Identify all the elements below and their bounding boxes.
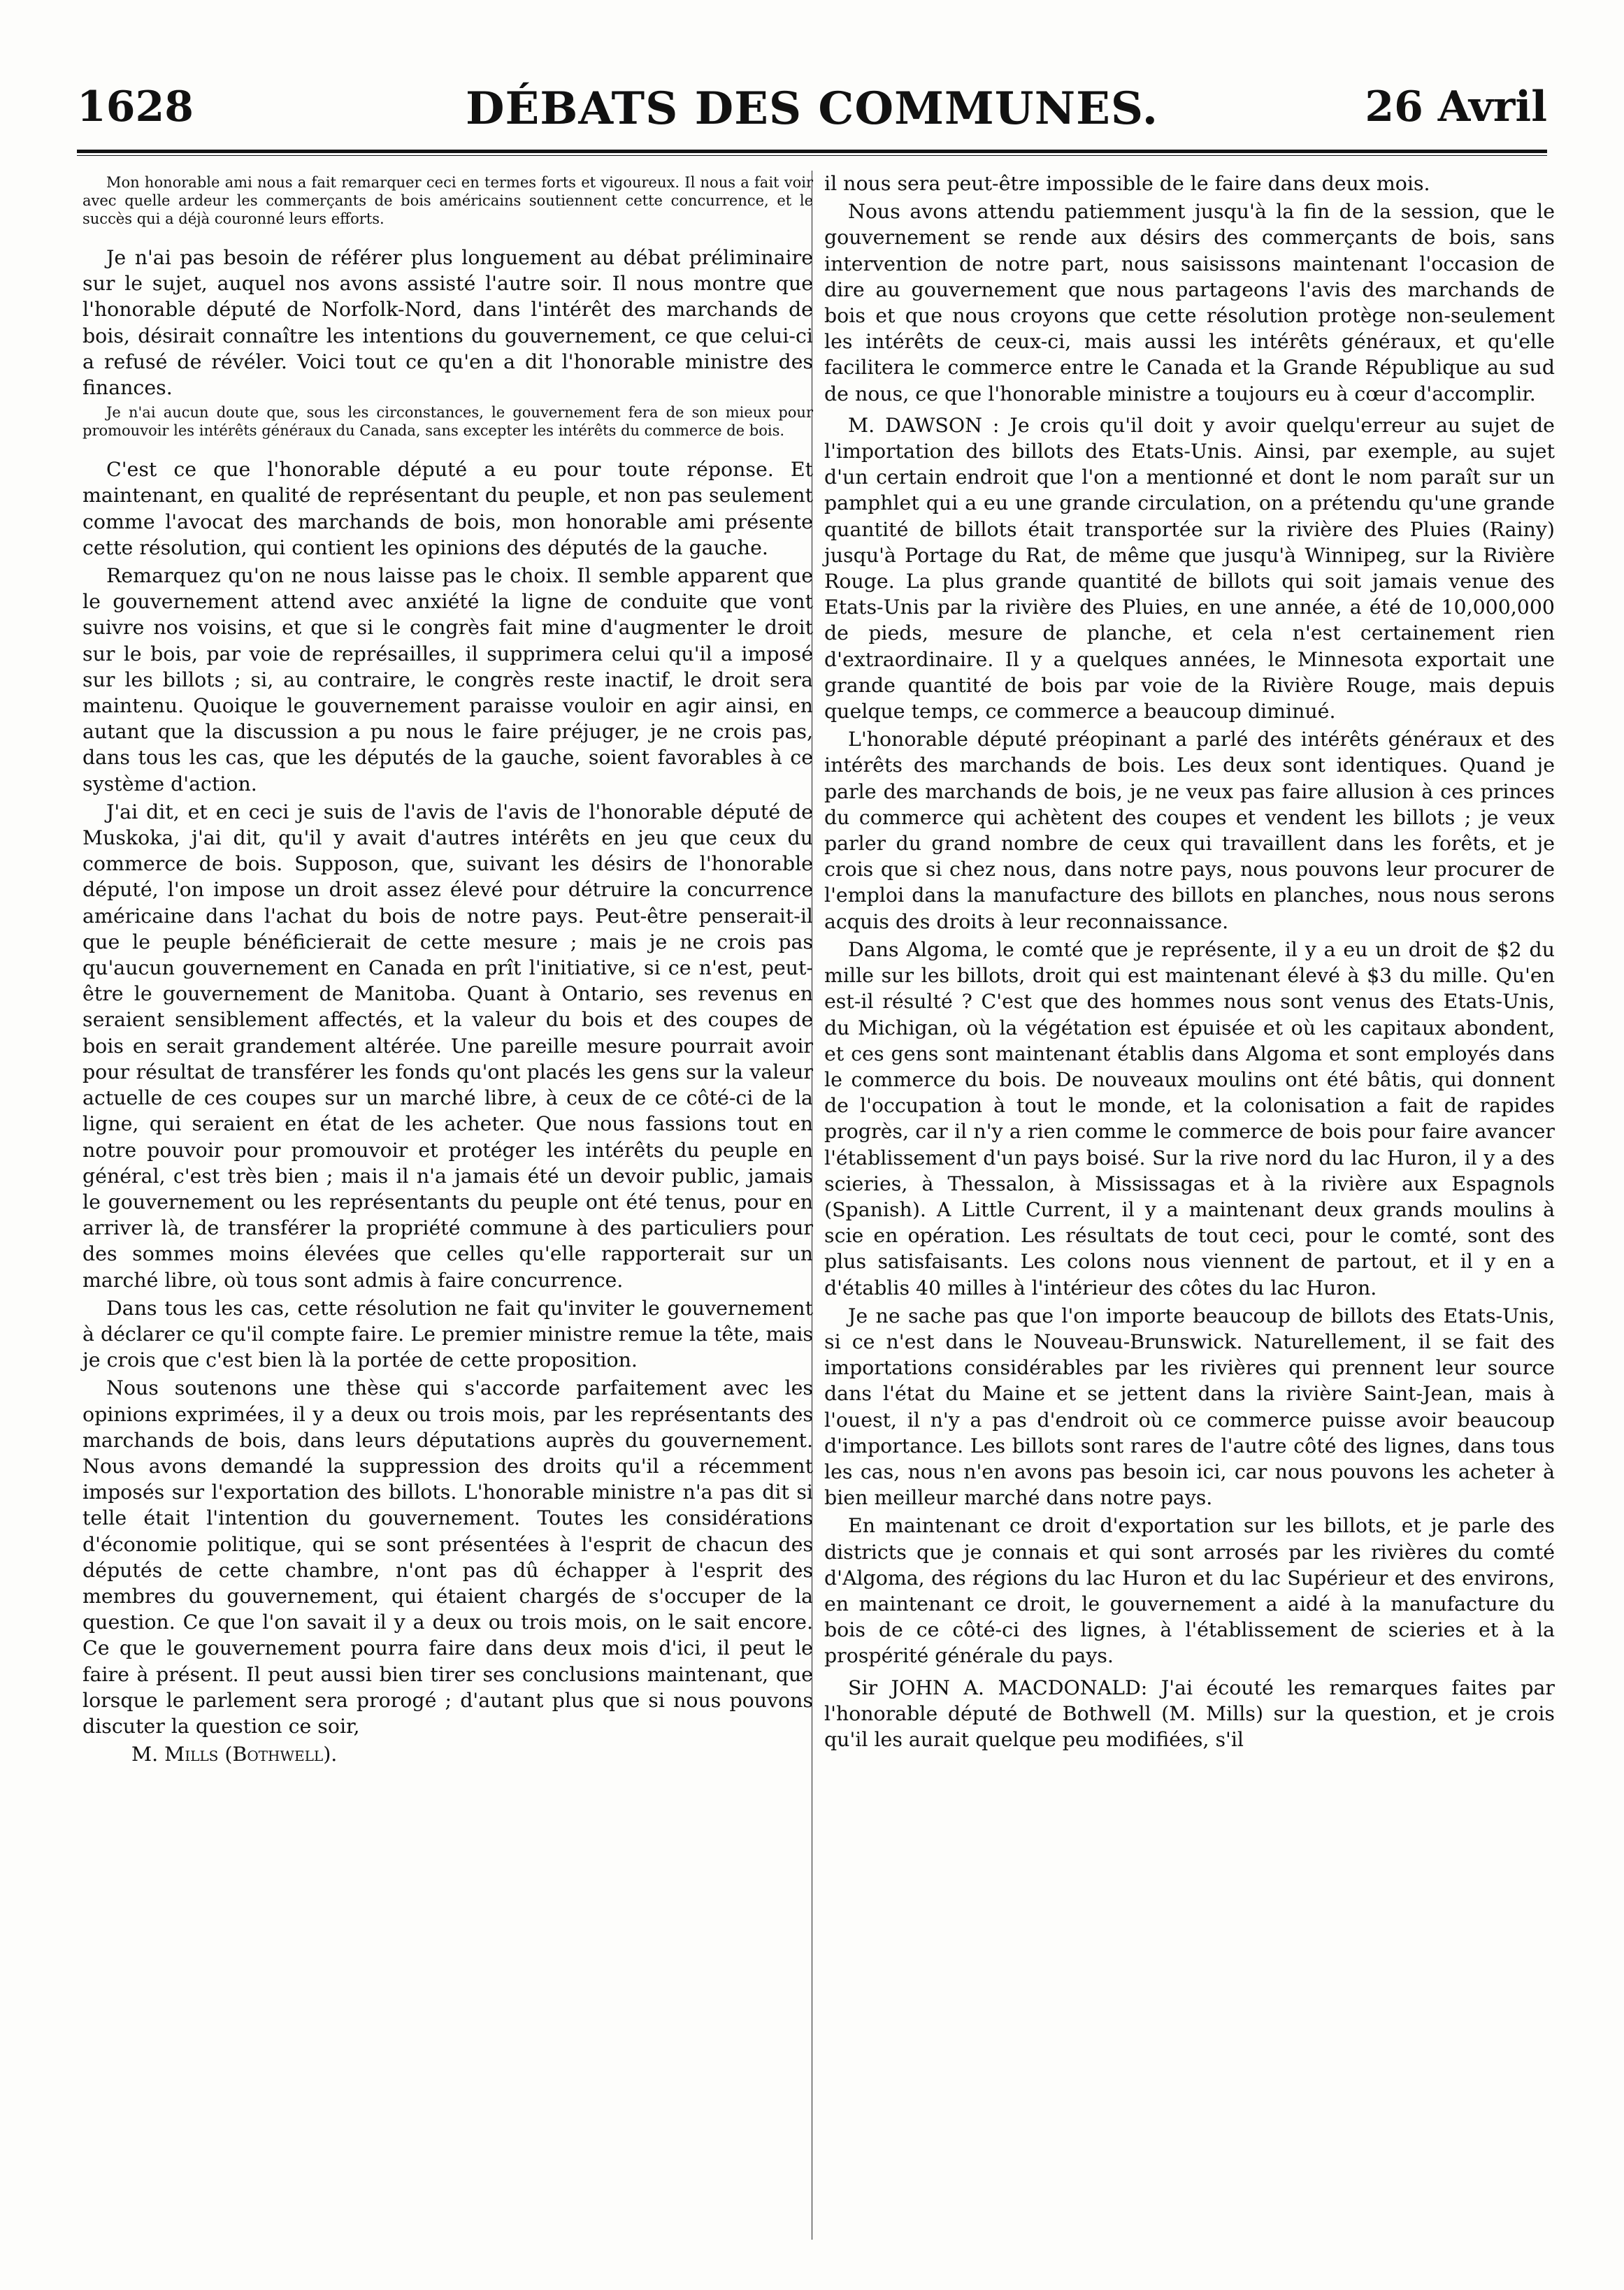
speaker-name: M. DAWSON : bbox=[848, 413, 1000, 437]
body-paragraph: Remarquez qu'on ne nous laisse pas le choix. Il semble apparent que le gouvernement attend avec anxiété la ligne de conduite que vont suivre nos voisins, et que si le congrès fait mine d'augmenter le droit sur le bois, par voie de représailles, il supprimera celui qu'il a imposé sur les billots ; si, au contraire, le congrès reste inactif, le droit sera maintenu. Quoique le gouvernement paraisse vouloir en agir ainsi, en autant que la discussion a pu nous le faire préjuger, je ne crois pas, dans tous les cas, que les députés de la gauche, soient favorables à ce système d'action. bbox=[82, 564, 813, 795]
page-title: DÉBATS DES COMMUNES. bbox=[465, 82, 1159, 135]
quote-paragraph: Mon honorable ami nous a fait remarquer ceci en termes forts et vigoureux. Il nous a fait voir avec quelle ardeur les commerçants de bois américains soutiennent cette concurrence, et le succès qui a déjà couronné leurs efforts. bbox=[82, 174, 813, 227]
speaker-signature: M. Mills (Bothwell). bbox=[131, 1743, 338, 1766]
body-paragraph: il nous sera peut-être impossible de le faire dans deux mois. bbox=[824, 172, 1430, 195]
speech-paragraph bbox=[824, 1675, 1555, 1753]
body-paragraph: Dans tous les cas, cette résolution ne fait qu'inviter le gouvernement à déclarer ce qu'il compte faire. Le premier ministre remue la tête, mais je crois que c'est bien là la portée de cette proposition. bbox=[82, 1296, 814, 1372]
body-paragraph: Je n'ai pas besoin de référer plus longuement au débat préliminaire sur le sujet, auquel nos avons assisté l'autre soir. Il nous montre que l'honorable député de Norfolk-Nord, dans l'intérêt des marchands de bois, désirait connaître les intentions du gouvernement, ce que celui-ci a refusé de révéler. Voici tout ce qu'en a dit l'honorable ministre des finances. bbox=[82, 246, 813, 400]
page-header bbox=[77, 82, 1547, 145]
page-number: 1628 bbox=[77, 82, 194, 131]
body-paragraph: Nous soutenons une thèse qui s'accorde parfaitement avec les opinions exprimées, il y a deux ou trois mois, par les représentants des marchands de bois, dans leurs députations auprès du gouvernement. Nous avons demandé la suppression des droits qu'il a récemment imposés sur l'exportation des billots. L'honorable ministre n'a pas dit si telle était l'intention du gouvernement. Toutes les considérations d'économie politique, qui se sont présentées à l'esprit de chacun des députés de cette chambre, n'ont pas dû échapper à l'esprit des membres du gouvernement, qui étaient chargés de s'occuper de la question. Ce que l'on savait il y a deux ou trois mois, on le sait encore. Ce que le gouvernement pourra faire dans deux mois d'ici, il peut le faire à présent. Il peut aussi bien tirer ses conclusions maintenant, que lorsque le parlement sera prorogé ; d'autant plus que si nous pouvons discuter la question ce soir, bbox=[82, 1376, 813, 1738]
body-paragraph: C'est ce que l'honorable député a eu pour toute réponse. Et maintenant, en qualité de représentant du peuple, et non pas seulement comme l'avocat des marchands de bois, mon honorable ami présente cette résolution, qui contient les opinions des députés de la gauche. bbox=[82, 458, 813, 559]
quote-paragraph: Je n'ai aucun doute que, sous les circonstances, le gouvernement fera de son mieux pour promouvoir les intérêts généraux du Canada, sans excepter les intérêts du commerce de bois. bbox=[82, 404, 813, 440]
speech-paragraph bbox=[824, 412, 1555, 724]
speech-text: J'ai écouté les remarques faites par l'honorable député de Bothwell (M. Mills) sur la question, et je crois qu'il les aurait quelque peu modifiées, s'il bbox=[824, 1676, 1555, 1751]
body-paragraph: En maintenant ce droit d'exportation sur les billots, et je parle des districts que je connais et qui sont arrosés par les rivières du comté d'Algoma, des régions du lac Huron et du lac Supérieur et des environs, en maintenant ce droit, le gouvernement a aidé à la manufacture du bois de ce côté-ci des lignes, à l'établissement de scieries et à la prospérité générale du pays. bbox=[824, 1514, 1555, 1668]
body-paragraph: L'honorable député préopinant a parlé des intérêts généraux et des intérêts des marchands de bois. Les deux sont identiques. Quand je parle des marchands de bois, je ne veux pas faire allusion à ces princes du commerce qui achètent des coupes et vendent les billots ; je veux parler du grand nombre de ceux qui travaillent dans les forêts, et je crois que si chez nous, dans notre pays, nous pouvons leur procurer de l'emploi dans la manufacture des billots en planches, nous nous serons acquis des droits à leur reconnaissance. bbox=[824, 728, 1555, 933]
speaker-name: Sir JOHN A. MACDONALD: bbox=[848, 1676, 1148, 1699]
right-column bbox=[824, 171, 1555, 1755]
body-paragraph: Dans Algoma, le comté que je représente, il y a eu un droit de $2 du mille sur les billots, droit qui est maintenant élevé à $3 du mille. Qu'en est-il résulté ? C'est que des hommes nous sont venus des Etats-Unis, du Michigan, où la végétation est épuisée et où les capitaux abondent, et ces gens sont maintenant établis dans Algoma et sont employés dans le commerce du bois. De nouveaux moulins ont été bâtis, qui donnent de l'occupation à tout le monde, et la colonisation a fait de rapides progrès, car il n'y a rien comme le commerce de bois pour faire avancer l'établissement d'un pays boisé. Sur la rive nord du lac Huron, il y a des scieries, à Thessalon, à Mississagas et à la rivière aux Espagnols (Spanish). A Little Current, il y a maintenant deux grands moulins à scie en opération. Les résultats de tout ceci, pour le comté, sont des plus satisfaisants. Les colons nous viennent de partout, et il y en a d'établis 40 milles à l'intérieur des côtes du lac Huron. bbox=[824, 937, 1555, 1299]
left-column bbox=[82, 171, 813, 1769]
body-paragraph: J'ai dit, et en ceci je suis de l'avis de l'avis de l'honorable député de Muskoka, j'ai dit, qu'il y avait d'autres intérêts en jeu que ceux du commerce de bois. Supposon, que, suivant les désirs de l'honorable député, l'on impose un droit assez élevé pour détruire la concurrence américaine dans l'achat du bois de notre pays. Peut-être penserait-il que le peuple bénéficierait de cette mesure ; mais je ne crois pas qu'aucun gouvernement en Canada en prît l'initiative, si ce n'est, peut-être le gouvernement de Manitoba. Quant à Ontario, ses revenus en seraient sensiblement affectés, et la valeur du bois et des coupes de bois en serait grandement altérée. Une pareille mesure pourrait avoir pour résultat de transférer les fonds qu'ont placés les gens sur la valeur actuelle de ces coupes sur un marché libre, à ceux de ce côté-ci de la ligne, qui seraient en état de les acheter. Que nous fassions tout en notre pouvoir pour promouvoir et protéger les intérêts du peuple en général, c'est très bien ; mais il n'a jamais été un devoir public, jamais le gouvernement ou les représentants du peuple ont été tenus, pour en arriver là, de transférer la propriété commune à des particuliers pour des sommes moins élevées que celles qu'elle rapporterait sur un marché libre, où tous sont admis à faire concurrence. bbox=[82, 800, 813, 1292]
header-thick-rule bbox=[77, 150, 1547, 153]
header-thin-rule bbox=[77, 155, 1547, 156]
page-date: 26 Avril bbox=[1365, 82, 1547, 131]
body-paragraph: Nous avons attendu patiemment jusqu'à la fin de la session, que le gouvernement se rende aux désirs des commerçants de bois, sans intervention de notre part, nous saisissons maintenant l'occasion de dire au gouvernement que nous partageons l'avis des marchands de bois et que nous croyons que cette résolution protège non-seulement les intérêts de ceux-ci, mais aussi les intérêts généraux, et qu'elle facilitera le commerce entre le Canada et la Grande République au sud de nous, ce que l'honorable ministre a toujours eu à cœur d'accomplir. bbox=[824, 200, 1555, 405]
speech-text: Je crois qu'il doit y avoir quelqu'erreur au sujet de l'importation des billots des Etats-Unis. Ainsi, par exemple, au sujet d'un certain endroit que l'on a mentionné et dont le nom paraît sur un pamphlet qui a eu une grande circulation, on a prétendu qu'une grande quantité de billots était transportée sur la rivière des Pluies (Rainy) jusqu'à Portage du Rat, de même que jusqu'à Winnipeg, sur la Rivière Rouge. La plus grande quantité de billots qui soit jamais venue des Etats-Unis par la rivière des Pluies, en une année, a été de 10,000,000 de pieds, mesure de planche, et cela n'est certainement rien d'extraordinaire. Il y a quelques années, le Minnesota exportait une grande quantité de bois par voie de la Rivière Rouge, mais depuis quelque temps, ce commerce a beaucoup diminué. bbox=[824, 413, 1555, 723]
body-paragraph: Je ne sache pas que l'on importe beaucoup de billots des Etats-Unis, si ce n'est dans le Nouveau-Brunswick. Naturellement, il se fait des importations considérables par les rivières qui prennent leur source dans l'état du Maine et se jettent dans la rivière Saint-Jean, mais à l'ouest, il n'y a pas d'endroit où ce commerce puisse avoir beaucoup d'importance. Les billots sont rares de l'autre côté des lignes, dans tous les cas, nous n'en avons pas besoin ici, car nous pouvons les acheter à bien meilleur marché dans notre pays. bbox=[824, 1304, 1555, 1510]
